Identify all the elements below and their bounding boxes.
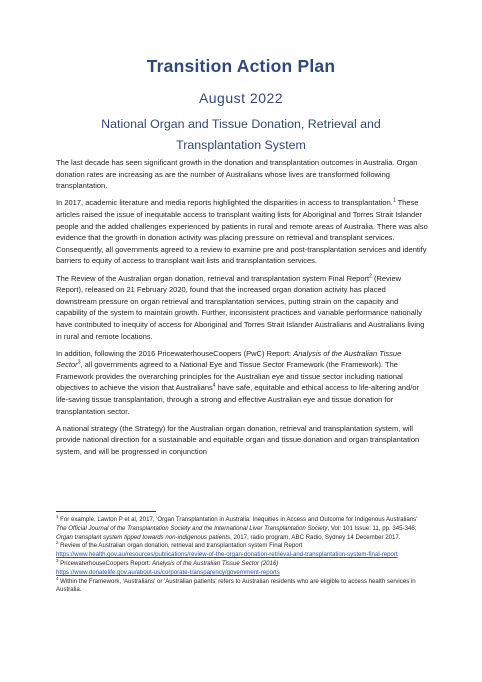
footnote-divider <box>56 511 156 512</box>
paragraph-2 <box>56 197 428 267</box>
footnote-1-journal: The Official Journal of the Transplantation Society and the International Liver Transplantation Society <box>56 524 328 532</box>
footnote-ref-3[interactable]: 3 <box>77 359 81 366</box>
paragraph-4-italic-title: Analysis of the Australian Tissue Sector <box>56 348 402 370</box>
document-subtitle: National Organ and Tissue Donation, Retrieval and Transplantation System <box>101 117 381 152</box>
footnote-1-part-b: , Vol: 101 Issue: 11, pp. 345-346; <box>327 524 417 532</box>
footnote-4-text: Within the Framework, 'Australians' or 'Australian patients' refers to Australian residents who are eligible to access health services in Australia. <box>56 577 416 594</box>
footnote-2 <box>56 542 428 560</box>
document-date: August 2022 <box>198 90 284 106</box>
footnote-3-italic-title: Analysis of the Australian Tissue Sector (2016) <box>151 559 279 567</box>
footnote-4 <box>56 575 428 596</box>
footnote-1-part-a: For example, Lawton P et al, 2017, 'Organ Transplantation in Australia: Inequities in Access and Outcome for Indigenous Australians' <box>58 516 418 523</box>
footnote-3-link[interactable]: https://www.donatelife.gov.au/about-us/corporate-transparency/government-reports <box>56 568 280 576</box>
footnote-ref-1[interactable]: 1 <box>392 197 396 204</box>
paragraph-3-part-b: (Review Report), released on 21 February 2020, found that the increased organ donation activity has placed downstream pressure on organ retrieval and transplantation services, putting strain on the capacity and capability of the system to maintain growth. Further, inconsistent practices and variable performance nationally have contributed to inequity of access for Aboriginal and Torres Strait Islander Australians and Australians living in rural and remote locations. <box>56 273 425 341</box>
footnote-3-number: 3 <box>56 557 59 563</box>
footnote-1-part-c: , 2017, radio program, ABC Radio, Sydney 14 December 2017. <box>230 533 401 541</box>
footnote-ref-2[interactable]: 2 <box>369 273 372 280</box>
paragraph-3 <box>56 273 428 343</box>
footnote-ref-4[interactable]: 4 <box>212 382 216 389</box>
paragraph-5: A national strategy (the Strategy) for the Australian organ donation, retrieval and transplantation system, will provide national direction for a sustainable and equitable organ and tissue donation and organ transplantation system, and will be progressed in conjunction <box>56 423 420 457</box>
footnote-1-program: Organ transplant system tipped towards non-indigenous patients <box>56 533 231 541</box>
footnote-1 <box>56 513 428 542</box>
paragraph-4-part-b: , all governments agreed to a National Eye and Tissue Sector Framework (the Framework). The Framework provides the overarching principles for the Australian eye and tissue sector including national objectives to achieve the vision that Australians <box>56 360 403 393</box>
footnotes <box>56 513 428 595</box>
footnote-2-text: Review of the Australian organ donation, retrieval and transplantation system Final Report <box>58 542 303 550</box>
paragraph-4 <box>56 348 428 418</box>
footnote-1-number: 1 <box>56 513 59 519</box>
footnote-3 <box>56 557 428 578</box>
footnote-3-text: PricewaterhouseCoopers Report: <box>58 559 152 567</box>
paragraph-2-part-b: These articles raised the issue of inequitable access to transplant waiting lists for Aboriginal and Torres Strait Islander people and the added challenges experienced by patients in rural and remote areas of Australia. There was also evidence that the growth in donation activity was placing pressure on retrieval and transplant services. Consequently, all governments agreed to a review to examine pre and post-transplantation services and identify barriers to equity of access to transplant wait lists and transplantation services. <box>56 198 428 266</box>
footnote-2-number: 2 <box>56 540 59 546</box>
paragraph-4-part-a: In addition, following the 2016 PricewaterhouseCoopers (PwC) Report: <box>56 348 294 358</box>
paragraph-1: The last decade has seen significant growth in the donation and transplantation outcomes in Australia. Organ donation rates are increasing as are the number of Australians whose lives are transformed following transplantation. <box>56 158 418 191</box>
document-title: Transition Action Plan <box>146 56 336 76</box>
paragraph-3-part-a: The Review of the Australian organ donation, retrieval and transplantation system Final Report <box>56 273 370 283</box>
body-text <box>56 157 428 463</box>
footnote-2-link[interactable]: https://www.health.gov.au/resources/publications/review-of-the-organ-donation-retrieval-and-transplantation-system-final-report <box>56 551 398 559</box>
paragraph-2-part-a: In 2017, academic literature and media reports highlighted the disparities in access to transplantation. <box>56 198 393 208</box>
paragraph-4-part-c: have safe, equitable and ethical access to life-altering and/or life-saving tissue transplantation, through a strong and effective Australian eye and tissue donation for transplantation sector. <box>56 383 420 416</box>
footnote-4-number: 4 <box>56 575 59 581</box>
